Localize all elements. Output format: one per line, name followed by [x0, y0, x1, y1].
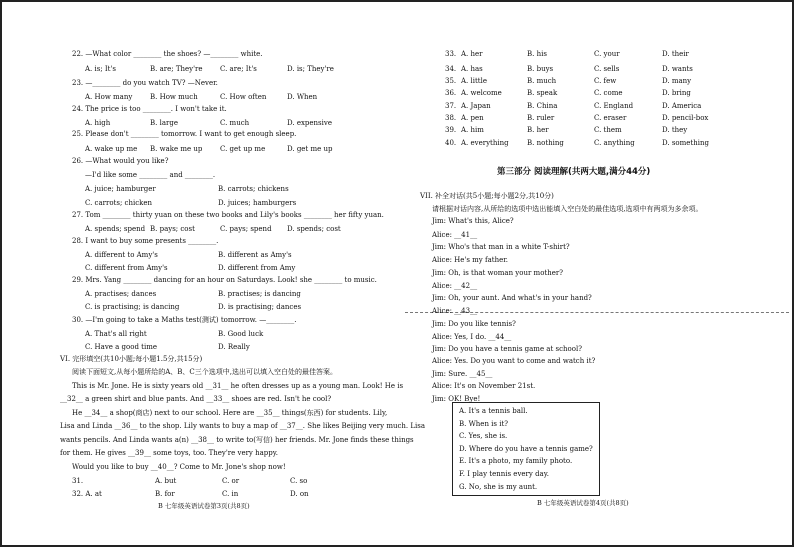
dialogue-line: Jim: Who's that man in a white T-shirt? — [432, 243, 570, 251]
option-text: D. is; They're — [287, 65, 334, 73]
option-text: D. juices; hamburgers — [218, 199, 297, 207]
option-text: C. them — [594, 126, 622, 134]
left-line: A. practises; dances — [85, 290, 157, 298]
left-line: This is Mr. Jone. He is sixty years old __31__ he often dresses up as a young man. Look! He is — [72, 382, 404, 390]
question-number: 37. — [445, 102, 457, 110]
option-text: D. something — [662, 139, 709, 147]
dialogue-line: Jim: Oh, is that woman your mother? — [432, 269, 563, 277]
option-text: C. pays; spend — [220, 225, 272, 233]
left-line: 26. —What would you like? — [72, 157, 169, 165]
option-text: D. many — [662, 77, 692, 85]
left-line: A. That's all right — [85, 330, 147, 338]
option-text: B. ruler — [527, 114, 555, 122]
option-text: A. welcome — [461, 89, 502, 97]
option-text: B. How much — [150, 93, 198, 101]
answer-choice-box — [452, 402, 600, 496]
option-text: B. pays; cost — [150, 225, 195, 233]
option-text: C. in — [222, 490, 239, 498]
option-text: A. her — [461, 50, 483, 58]
option-text: D. spends; cost — [287, 225, 341, 233]
option-text: B. his — [527, 50, 547, 58]
left-line: —I'd like some ________ and ________. — [85, 171, 216, 179]
dialogue-line: Alice: He's my father. — [432, 256, 509, 264]
choice-item: G. No, she is my aunt. — [459, 482, 538, 491]
option-text: D. When — [287, 93, 318, 101]
dialogue-line: Jim: OK! Bye! — [432, 395, 481, 403]
option-text: B. China — [527, 102, 558, 110]
left-line: 27. Tom ________ thirty yuan on these two books and Lily's books ________ her fifty yuan. — [72, 211, 384, 219]
option-text: A. but — [155, 477, 177, 485]
option-text: D. they — [662, 126, 688, 134]
option-text: B. much — [527, 77, 557, 85]
dialogue-line: Jim: Do you like tennis? — [432, 320, 516, 328]
left-line: 24. The price is too ________. I won't take it. — [72, 105, 227, 113]
left-line: A. juice; hamburger — [85, 185, 156, 193]
left-line: __32__ a green shirt and blue pants. And __33__ shoes are red. Isn't he cool? — [60, 395, 332, 403]
option-text: B. wake me up — [150, 145, 203, 153]
option-text: C. come — [594, 89, 623, 97]
left-line: 32. A. at — [72, 490, 102, 498]
question-number: 39. — [445, 126, 457, 134]
choice-item: A. It's a tennis ball. — [459, 407, 528, 415]
option-text: B. large — [150, 119, 178, 127]
scan-edge-top — [0, 0, 794, 2]
option-text: D. Really — [218, 343, 250, 351]
option-text: D. get me up — [287, 145, 333, 153]
dialogue-line: Alice: Yes, I do. __44__ — [432, 333, 512, 341]
question-number: 33. — [445, 50, 457, 58]
option-text: D. on — [290, 490, 309, 498]
option-text: D. their — [662, 50, 689, 58]
option-text: B. different as Amy's — [218, 251, 292, 259]
left-line: C. is practising; is dancing — [85, 303, 180, 311]
option-text: C. How often — [220, 93, 267, 101]
left-footer: B 七年级英语试卷第3页(共8页) — [158, 502, 250, 510]
question-number: 36. — [445, 89, 457, 97]
option-text: D. is practising; dances — [218, 303, 302, 311]
option-text: C. your — [594, 50, 620, 58]
option-text: C. get up me — [220, 145, 266, 153]
left-line: A. spends; spend — [85, 225, 146, 233]
left-line: 30. —I'm going to take a Maths test(测试) tomorrow. —________. — [72, 316, 297, 324]
question-number: 34. — [445, 65, 457, 73]
scan-edge-left — [0, 0, 2, 547]
option-text: D. different from Amy — [218, 264, 296, 272]
option-text: A. little — [461, 77, 487, 85]
question-number: 35. — [445, 77, 457, 85]
left-line: VI. 完形填空(共10小题;每小题1.5分,共15分) — [60, 355, 203, 363]
option-text: C. are; It's — [220, 65, 257, 73]
left-line: A. different to Amy's — [85, 251, 158, 259]
option-text: C. eraser — [594, 114, 627, 122]
option-text: A. Japan — [461, 102, 491, 110]
dialogue-line: Jim: Sure. __45__ — [432, 370, 493, 378]
option-text: C. much — [220, 119, 250, 127]
dialogue-line: Alice: Yes. Do you want to come and watch it? — [432, 357, 596, 365]
option-text: C. England — [594, 102, 634, 110]
left-line: C. carrots; chicken — [85, 199, 153, 207]
left-line: C. Have a good time — [85, 343, 158, 351]
left-line: A. is; It's — [85, 65, 117, 73]
left-line: 29. Mrs. Yang ________ dancing for an hour on Saturdays. Look! she ________ to music. — [72, 276, 377, 284]
part-three-title: 第三部分 阅读理解(共两大题,满分44分) — [497, 167, 651, 177]
dialogue-line: VII. 补全对话(共5小题;每小题2分,共10分) — [420, 192, 554, 200]
left-line: 阅读下面短文,从每小题所给的A、B、C三个选项中,选出可以填入空白处的最佳答案。 — [72, 368, 338, 376]
left-line: 28. I want to buy some presents ________. — [72, 237, 219, 245]
left-line: wants pencils. And Linda wants a(n) __38__ to write to(写信) her friends. Mr. Jone finds these things — [60, 436, 414, 444]
option-text: B. nothing — [527, 139, 564, 147]
dialogue-line: 请根据对话内容,从所给的选项中选出能填入空白处的最佳选项,选项中有两项为多余项。 — [432, 205, 703, 213]
option-text: B. practises; is dancing — [218, 290, 301, 298]
left-line: C. different from Amy's — [85, 264, 168, 272]
dialogue-line: Alice: __43__ — [432, 307, 478, 315]
dialogue-line: Jim: Do you have a tennis game at school? — [432, 345, 582, 353]
left-line: 22. —What color ________ the shoes? —________ white. — [72, 50, 263, 58]
option-text: B. speak — [527, 89, 558, 97]
choice-item: D. Where do you have a tennis game? — [459, 444, 593, 453]
left-line: 23. —________ do you watch TV? —Never. — [72, 79, 218, 87]
option-text: A. has — [461, 65, 483, 73]
left-line: Lisa and Linda __36__ to the shop. Lily wants to buy a map of __37__. She likes Beijing very much. Lisa — [60, 422, 425, 430]
option-text: C. sells — [594, 65, 620, 73]
option-text: C. so — [290, 477, 308, 485]
dialogue-line: Alice: __41__ — [432, 231, 478, 239]
dialogue-line: Alice: It's on November 21st. — [432, 382, 536, 390]
option-text: C. few — [594, 77, 617, 85]
question-number: 38. — [445, 114, 457, 122]
dialogue-line: Jim: What's this, Alice? — [432, 217, 514, 225]
option-text: C. or — [222, 477, 240, 485]
question-number: 40. — [445, 139, 457, 147]
option-text: D. wants — [662, 65, 693, 73]
option-text: B. for — [155, 490, 175, 498]
dialogue-line: Jim: Oh, your aunt. And what's in your hand? — [432, 294, 592, 302]
choice-item: F. I play tennis every day. — [459, 470, 549, 478]
option-text: D. pencil-box — [662, 114, 709, 122]
option-text: B. buys — [527, 65, 554, 73]
left-line: A. How many — [85, 93, 133, 101]
option-text: A. pen — [461, 114, 484, 122]
left-line: A. wake up me — [85, 145, 138, 153]
option-text: D. America — [662, 102, 702, 110]
option-text: B. carrots; chickens — [218, 185, 289, 193]
left-line: Would you like to buy __40__? Come to Mr. Jone's shop now! — [72, 463, 286, 471]
option-text: B. her — [527, 126, 549, 134]
left-line: 31. — [72, 477, 84, 485]
choice-item: E. It's a photo, my family photo. — [459, 457, 573, 466]
choice-item: B. When is it? — [459, 419, 509, 428]
left-line: A. high — [85, 119, 111, 127]
left-line: He __34__ a shop(商店) next to our school. Here are __35__ things(东西) for students. Lily, — [72, 409, 388, 417]
option-text: D. bring — [662, 89, 691, 97]
left-line: 25. Please don't ________ tomorrow. I want to get enough sleep. — [72, 130, 297, 138]
option-text: C. anything — [594, 139, 635, 147]
option-text: A. him — [461, 126, 484, 134]
option-text: B. Good luck — [218, 330, 264, 338]
dialogue-line: Alice: __42__ — [432, 282, 478, 290]
left-line: for them. He gives __39__ some toys, too. They're very happy. — [60, 449, 279, 457]
option-text: D. expensive — [287, 119, 332, 127]
right-footer: B 七年级英语试卷第4页(共8页) — [537, 499, 629, 507]
choice-item: C. Yes, she is. — [459, 432, 508, 441]
option-text: A. everything — [461, 139, 509, 147]
option-text: B. are; They're — [150, 65, 203, 73]
